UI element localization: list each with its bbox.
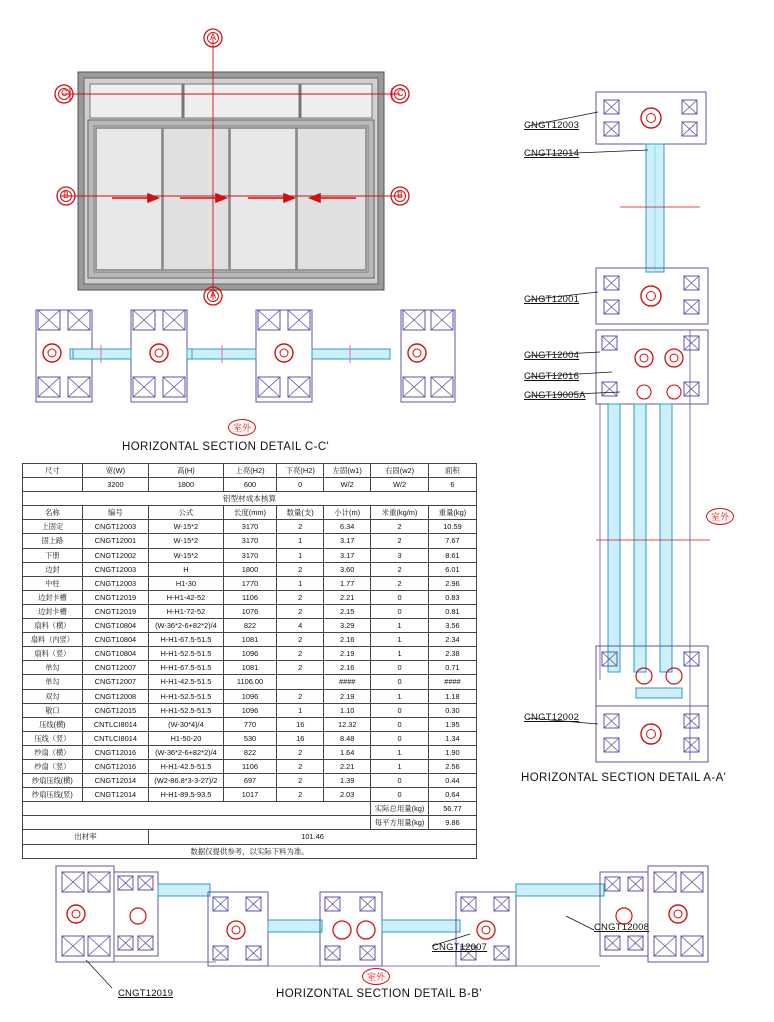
rate-value: 101.46 bbox=[149, 830, 477, 844]
table-cell: 2 bbox=[371, 520, 429, 534]
table-cell: 0 bbox=[371, 604, 429, 618]
table-cell: H-H1-67.5-51.5 bbox=[149, 661, 224, 675]
table-cell: 4 bbox=[277, 619, 324, 633]
table-row bbox=[23, 576, 477, 590]
table-cell: 3.17 bbox=[324, 548, 371, 562]
table-cell: 0 bbox=[371, 731, 429, 745]
table-row bbox=[23, 647, 477, 661]
table-cell: 3170 bbox=[223, 520, 276, 534]
dim-value-cell: 0 bbox=[277, 478, 324, 492]
table-cell: 2 bbox=[277, 774, 324, 788]
table-cell: 纱扇（横） bbox=[23, 745, 83, 759]
table-row bbox=[23, 745, 477, 759]
table-cell: 697 bbox=[223, 774, 276, 788]
table-cell: 1.90 bbox=[428, 745, 476, 759]
table-cell: 3170 bbox=[223, 548, 276, 562]
table-cell: CNGT12003 bbox=[82, 576, 148, 590]
note-cell: 数据仅提供参考，以实际下料为准。 bbox=[23, 844, 477, 858]
table-cell: H-H1-42-52 bbox=[149, 590, 224, 604]
rate-row bbox=[23, 830, 477, 844]
table-cell: 边封 bbox=[23, 562, 83, 576]
table-row bbox=[23, 548, 477, 562]
table-cell: 1.18 bbox=[428, 689, 476, 703]
table-cell: W-15*2 bbox=[149, 520, 224, 534]
table-cell: (W-30*4)/4 bbox=[149, 717, 224, 731]
table-cell: 2 bbox=[371, 534, 429, 548]
section-marker-b-right: B bbox=[397, 190, 404, 200]
callout-cngt12019-bb: CNGT12019 bbox=[118, 988, 174, 999]
outdoor-mark-bb bbox=[362, 968, 390, 985]
table-cell: 扇料（内竖） bbox=[23, 633, 83, 647]
table-row bbox=[23, 717, 477, 731]
section-cc-drawing bbox=[36, 310, 455, 402]
callout-cngt12002-aa: CNGT12002 bbox=[524, 712, 580, 723]
table-cell: 1017 bbox=[223, 788, 276, 802]
table-cell: 2.03 bbox=[324, 788, 371, 802]
dim-header-cell: 高(H) bbox=[149, 464, 224, 478]
table-cell: 敬口 bbox=[23, 703, 83, 717]
table-cell: 2.16 bbox=[324, 633, 371, 647]
table-cell: 1.77 bbox=[324, 576, 371, 590]
table-cell: 0 bbox=[371, 703, 429, 717]
table-cell: 1106.00 bbox=[223, 675, 276, 689]
table-cell: 下册 bbox=[23, 548, 83, 562]
table-cell: 2 bbox=[277, 661, 324, 675]
table-cell: 1 bbox=[371, 619, 429, 633]
table-cell: 2 bbox=[371, 562, 429, 576]
section-aa-drawing bbox=[528, 92, 710, 762]
table-row bbox=[23, 534, 477, 548]
table-cell: 2 bbox=[277, 745, 324, 759]
table-cell: H-H1-52.5-51.5 bbox=[149, 689, 224, 703]
table-cell: CNGT12008 bbox=[82, 689, 148, 703]
table-cell: 1 bbox=[277, 548, 324, 562]
callout-cngt12016-aa: CNGT12016 bbox=[524, 371, 580, 382]
table-cell: 单勾 bbox=[23, 661, 83, 675]
table-cell: 2 bbox=[277, 590, 324, 604]
table-cell: 3.60 bbox=[324, 562, 371, 576]
table-cell: 3.29 bbox=[324, 619, 371, 633]
column-header-cell: 长度(mm) bbox=[223, 506, 276, 520]
table-cell: 530 bbox=[223, 731, 276, 745]
dim-value-cell: 600 bbox=[223, 478, 276, 492]
table-cell: 压线(横) bbox=[23, 717, 83, 731]
table-cell: 7.67 bbox=[428, 534, 476, 548]
table-cell: H-H1-52.5-51.5 bbox=[149, 703, 224, 717]
table-cell: CNTLCI8014 bbox=[82, 731, 148, 745]
table-cell: CNTLCI8014 bbox=[82, 717, 148, 731]
table-cell: CNGT10804 bbox=[82, 619, 148, 633]
table-cell: H-H1-52.5-51.5 bbox=[149, 647, 224, 661]
table-cell: 1 bbox=[277, 576, 324, 590]
table-cell: 边封卡槽 bbox=[23, 604, 83, 618]
dim-header-cell: 尺寸 bbox=[23, 464, 83, 478]
dim-header-cell: 上亮(H2) bbox=[223, 464, 276, 478]
table-cell: 8.61 bbox=[428, 548, 476, 562]
table-cell: 1106 bbox=[223, 590, 276, 604]
table-row bbox=[23, 689, 477, 703]
callout-cngt12014-aa: CNGT12014 bbox=[524, 148, 580, 159]
table-cell: 8.48 bbox=[324, 731, 371, 745]
table-cell: 2 bbox=[277, 788, 324, 802]
outdoor-label-bb: 室外 bbox=[362, 968, 390, 985]
dim-value-cell: W/2 bbox=[324, 478, 371, 492]
table-cell: 1.64 bbox=[324, 745, 371, 759]
table-cell: CNGT12014 bbox=[82, 774, 148, 788]
dim-value-cell: W/2 bbox=[371, 478, 429, 492]
column-header-cell: 重量(kg) bbox=[428, 506, 476, 520]
table-row bbox=[23, 703, 477, 717]
callout-cngt12004-aa: CNGT12004 bbox=[524, 350, 580, 361]
table-cell: 0.64 bbox=[428, 788, 476, 802]
table-cell: 2 bbox=[371, 576, 429, 590]
column-header-cell: 公式 bbox=[149, 506, 224, 520]
table-cell: 单勾 bbox=[23, 675, 83, 689]
callout-cngt12003-aa: CNGT12003 bbox=[524, 120, 580, 131]
section-marker-a-bottom: A bbox=[210, 290, 217, 300]
table-cell: 16 bbox=[277, 731, 324, 745]
outdoor-label-cc: 室外 bbox=[228, 419, 256, 436]
table-cell: 2.15 bbox=[324, 604, 371, 618]
note-row bbox=[23, 844, 477, 858]
total-label: 实际总用量(kg) bbox=[371, 802, 429, 816]
table-cell: 2 bbox=[277, 689, 324, 703]
table-cell: CNGT12019 bbox=[82, 604, 148, 618]
table-cell: 1 bbox=[371, 689, 429, 703]
table-cell: 0.30 bbox=[428, 703, 476, 717]
table-cell: 1096 bbox=[223, 647, 276, 661]
outdoor-label-aa: 室外 bbox=[706, 508, 734, 525]
table-cell: 中柱 bbox=[23, 576, 83, 590]
table-cell: 压线（竖） bbox=[23, 731, 83, 745]
table-cell: CNGT12007 bbox=[82, 661, 148, 675]
dim-header-row bbox=[23, 464, 477, 478]
table-cell: 1 bbox=[371, 745, 429, 759]
table-cell: 822 bbox=[223, 619, 276, 633]
column-header-cell: 数量(支) bbox=[277, 506, 324, 520]
column-header-row bbox=[23, 506, 477, 520]
table-cell: CNGT12003 bbox=[82, 520, 148, 534]
callout-cngt12001-aa: CNGT12001 bbox=[524, 294, 580, 305]
caption-section-aa: HORIZONTAL SECTION DETAIL A-A' bbox=[521, 772, 727, 784]
dim-value-cell: 3200 bbox=[82, 478, 148, 492]
table-cell: CNGT12015 bbox=[82, 703, 148, 717]
table-cell: 1081 bbox=[223, 633, 276, 647]
table-cell: 2.21 bbox=[324, 590, 371, 604]
column-header-cell: 小计(m) bbox=[324, 506, 371, 520]
table-row bbox=[23, 774, 477, 788]
total-value: 9.86 bbox=[428, 816, 476, 830]
table-cell: 3.17 bbox=[324, 534, 371, 548]
table-cell: CNGT12016 bbox=[82, 759, 148, 773]
table-cell: 1800 bbox=[223, 562, 276, 576]
rate-label: 出材率 bbox=[23, 830, 149, 844]
table-cell: CNGT12016 bbox=[82, 745, 148, 759]
table-cell: 6.34 bbox=[324, 520, 371, 534]
table-cell: 1 bbox=[371, 759, 429, 773]
outdoor-mark-aa bbox=[706, 508, 734, 525]
bom-table bbox=[22, 463, 477, 859]
dim-value-cell: 6 bbox=[428, 478, 476, 492]
table-cell: 0 bbox=[371, 717, 429, 731]
table-cell: (W-36*2-6+82*2)/4 bbox=[149, 745, 224, 759]
dim-header-cell: 下亮(H2) bbox=[277, 464, 324, 478]
section-marker-c-left: C bbox=[61, 88, 68, 98]
table-cell: H-H1-89.5-93.5 bbox=[149, 788, 224, 802]
column-header-cell: 米重(kg/m) bbox=[371, 506, 429, 520]
callout-cngt19005a-aa: CNGT19005A bbox=[524, 390, 586, 401]
caption-section-cc: HORIZONTAL SECTION DETAIL C-C' bbox=[122, 441, 330, 453]
callout-cngt12008-bb: CNGT12008 bbox=[594, 922, 650, 933]
total-pad bbox=[23, 816, 371, 830]
section-title-row bbox=[23, 492, 477, 506]
table-cell: 双勾 bbox=[23, 689, 83, 703]
table-cell: 3 bbox=[371, 548, 429, 562]
table-cell: 1 bbox=[277, 703, 324, 717]
table-cell: 1 bbox=[277, 534, 324, 548]
table-cell: 2.21 bbox=[324, 759, 371, 773]
table-cell: 1096 bbox=[223, 703, 276, 717]
table-cell: 2 bbox=[277, 520, 324, 534]
table-cell: H-H1-72-52 bbox=[149, 604, 224, 618]
table-cell: 1 bbox=[371, 633, 429, 647]
dim-value-cell bbox=[23, 478, 83, 492]
table-row bbox=[23, 604, 477, 618]
table-cell: 2.38 bbox=[428, 647, 476, 661]
table-cell: 1081 bbox=[223, 661, 276, 675]
table-cell: 1096 bbox=[223, 689, 276, 703]
table-cell: 12.32 bbox=[324, 717, 371, 731]
outdoor-mark-cc bbox=[228, 419, 256, 436]
table-cell: 2.16 bbox=[324, 661, 371, 675]
section-marker-a-top: A bbox=[210, 32, 217, 42]
table-cell: 1.34 bbox=[428, 731, 476, 745]
table-cell: 0 bbox=[371, 774, 429, 788]
table-cell: 0 bbox=[371, 590, 429, 604]
total-row bbox=[23, 802, 477, 816]
table-cell: CNGT10804 bbox=[82, 647, 148, 661]
table-cell: W-15*2 bbox=[149, 548, 224, 562]
section-title-cell: 铝型材成本核算 bbox=[23, 492, 477, 506]
dim-header-cell: 右固(w2) bbox=[371, 464, 429, 478]
callout-cngt12007-bb: CNGT12007 bbox=[432, 942, 488, 953]
table-cell: 纱扇压线(竖) bbox=[23, 788, 83, 802]
total-value: 56.77 bbox=[428, 802, 476, 816]
table-row bbox=[23, 731, 477, 745]
table-cell: 2.56 bbox=[428, 759, 476, 773]
table-cell: 0 bbox=[371, 675, 429, 689]
dim-value-row bbox=[23, 478, 477, 492]
table-cell: CNGT12001 bbox=[82, 534, 148, 548]
table-cell: 3.56 bbox=[428, 619, 476, 633]
table-cell: H bbox=[149, 562, 224, 576]
table-cell: 1.39 bbox=[324, 774, 371, 788]
table-row bbox=[23, 759, 477, 773]
table-cell: #### bbox=[428, 675, 476, 689]
table-row bbox=[23, 633, 477, 647]
table-cell: 固上路 bbox=[23, 534, 83, 548]
table-cell: 770 bbox=[223, 717, 276, 731]
table-cell: CNGT12003 bbox=[82, 562, 148, 576]
table-cell: 0.81 bbox=[428, 604, 476, 618]
table-cell: (W-36*2-6+82*2)/4 bbox=[149, 619, 224, 633]
table-cell: 上固定 bbox=[23, 520, 83, 534]
table-cell: 0.83 bbox=[428, 590, 476, 604]
table-cell: CNGT10804 bbox=[82, 633, 148, 647]
table-cell: 1770 bbox=[223, 576, 276, 590]
column-header-cell: 名称 bbox=[23, 506, 83, 520]
table-row bbox=[23, 619, 477, 633]
table-cell: 扇料（横） bbox=[23, 619, 83, 633]
table-cell: 1106 bbox=[223, 759, 276, 773]
table-cell: CNGT12019 bbox=[82, 590, 148, 604]
table-cell: 1076 bbox=[223, 604, 276, 618]
section-marker-c-right: C bbox=[397, 88, 404, 98]
table-cell: 16 bbox=[277, 717, 324, 731]
table-cell: 0.44 bbox=[428, 774, 476, 788]
table-row bbox=[23, 520, 477, 534]
table-cell: H-H1-42.5-51.5 bbox=[149, 759, 224, 773]
table-cell: H1-30 bbox=[149, 576, 224, 590]
table-cell: CNGT12007 bbox=[82, 675, 148, 689]
elevation-view bbox=[55, 29, 409, 305]
table-cell: H-H1-67.5-51.5 bbox=[149, 633, 224, 647]
table-cell: 10.59 bbox=[428, 520, 476, 534]
table-cell: CNGT12014 bbox=[82, 788, 148, 802]
table-cell: H-H1-42.5-51.5 bbox=[149, 675, 224, 689]
dim-header-cell: 左固(w1) bbox=[324, 464, 371, 478]
table-cell: 2 bbox=[277, 562, 324, 576]
table-cell: 扇料（竖） bbox=[23, 647, 83, 661]
dim-header-cell: 宽(W) bbox=[82, 464, 148, 478]
caption-section-bb: HORIZONTAL SECTION DETAIL B-B' bbox=[276, 988, 482, 1000]
table-cell: 822 bbox=[223, 745, 276, 759]
table-cell: 纱扇（竖） bbox=[23, 759, 83, 773]
table-cell: 2 bbox=[277, 759, 324, 773]
table-row bbox=[23, 661, 477, 675]
table-cell: 1.10 bbox=[324, 703, 371, 717]
table-cell: H1-50-20 bbox=[149, 731, 224, 745]
table-cell: 2 bbox=[277, 604, 324, 618]
table-cell: 2 bbox=[277, 647, 324, 661]
total-label: 每平方用量(kg) bbox=[371, 816, 429, 830]
table-row bbox=[23, 590, 477, 604]
table-cell: 边封卡槽 bbox=[23, 590, 83, 604]
column-header-cell: 编号 bbox=[82, 506, 148, 520]
dim-value-cell: 1800 bbox=[149, 478, 224, 492]
table-cell: 3170 bbox=[223, 534, 276, 548]
table-cell: 2.19 bbox=[324, 647, 371, 661]
table-cell: 2 bbox=[277, 633, 324, 647]
table-cell: (W2-86.8*3-3-27)/2 bbox=[149, 774, 224, 788]
table-cell: W-15*2 bbox=[149, 534, 224, 548]
table-cell: 6.01 bbox=[428, 562, 476, 576]
table-cell: 2.96 bbox=[428, 576, 476, 590]
table-cell: #### bbox=[324, 675, 371, 689]
table-cell: 2.34 bbox=[428, 633, 476, 647]
table-row bbox=[23, 788, 477, 802]
table-cell: 2.19 bbox=[324, 689, 371, 703]
table-cell: 0.71 bbox=[428, 661, 476, 675]
table-cell: 纱扇压线(横) bbox=[23, 774, 83, 788]
dim-header-cell: 面积 bbox=[428, 464, 476, 478]
table-cell: 1.95 bbox=[428, 717, 476, 731]
table-cell: 1 bbox=[371, 647, 429, 661]
total-row bbox=[23, 816, 477, 830]
table-row bbox=[23, 562, 477, 576]
section-marker-b-left: B bbox=[63, 190, 70, 200]
table-cell: 0 bbox=[371, 661, 429, 675]
table-cell: 0 bbox=[371, 788, 429, 802]
total-pad bbox=[23, 802, 371, 816]
table-cell bbox=[277, 675, 324, 689]
table-row bbox=[23, 675, 477, 689]
table-cell: CNGT12002 bbox=[82, 548, 148, 562]
